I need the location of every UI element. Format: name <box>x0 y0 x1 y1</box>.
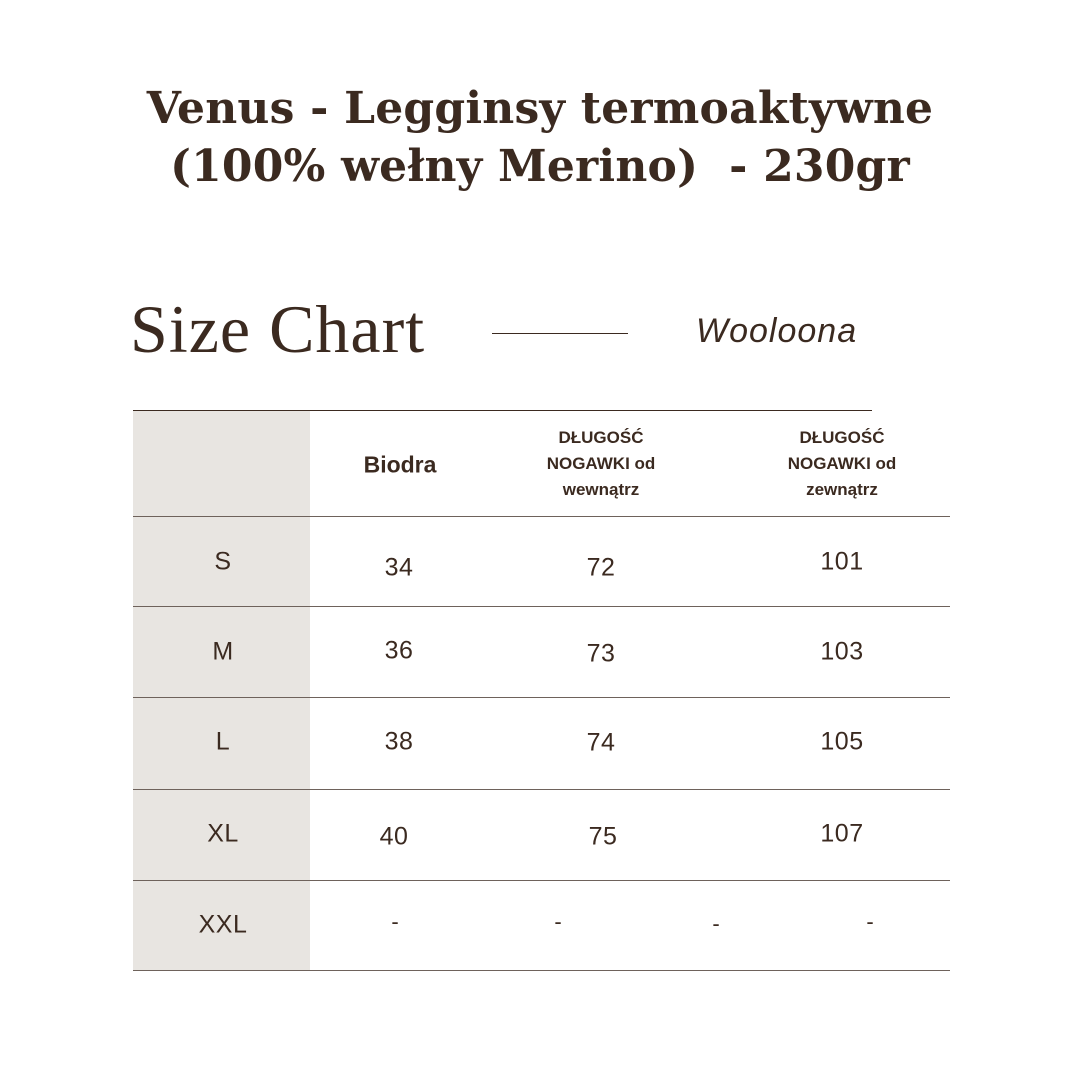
hips-value: 34 <box>384 553 414 582</box>
heading-divider <box>492 333 628 334</box>
row-divider <box>133 516 950 517</box>
hips-value: 36 <box>384 636 414 665</box>
inner-leg-value: - <box>554 909 562 934</box>
hips-value: 38 <box>384 727 414 756</box>
row-divider <box>133 880 950 881</box>
product-title <box>0 80 1080 196</box>
header-inner-leg-length <box>547 425 656 503</box>
header-inner-line-3: wewnątrz <box>562 480 640 499</box>
inner-leg-value: 75 <box>588 822 618 851</box>
size-label: XXL <box>198 910 248 939</box>
size-label: XL <box>207 819 239 848</box>
outer-leg-value: 105 <box>820 727 864 756</box>
header-outer-line-3: zewnątrz <box>806 480 878 499</box>
outer-leg-value: 107 <box>820 819 864 848</box>
row-divider <box>133 789 950 790</box>
hips-value: 40 <box>379 822 409 851</box>
size-label: S <box>214 547 232 576</box>
brand-name: Wooloona <box>696 312 858 350</box>
outer-leg-value: 103 <box>820 637 864 666</box>
inner-leg-value: 73 <box>586 639 616 668</box>
table-top-rule <box>133 410 872 411</box>
inner-leg-value: 72 <box>586 553 616 582</box>
hips-value: - <box>391 909 399 934</box>
size-label: M <box>212 637 234 666</box>
extra-dash-value: - <box>712 911 720 936</box>
product-title-line-1: Venus - Legginsy termoaktywne <box>146 83 934 134</box>
header-inner-line-2: NOGAWKI od <box>546 454 656 473</box>
header-outer-line-2: NOGAWKI od <box>787 454 897 473</box>
outer-leg-value: 101 <box>820 547 864 576</box>
size-column-background <box>133 411 310 971</box>
header-inner-line-1: DŁUGOŚĆ <box>558 428 644 447</box>
size-chart-heading: Size Chart <box>130 291 426 367</box>
row-divider <box>133 697 950 698</box>
product-title-line-2: (100% wełny Merino) - 230gr <box>170 141 910 192</box>
outer-leg-value: - <box>866 909 874 934</box>
header-outer-leg-length <box>788 425 897 503</box>
header-outer-line-1: DŁUGOŚĆ <box>799 428 885 447</box>
table-bottom-rule <box>133 970 950 971</box>
size-label: L <box>215 727 231 756</box>
inner-leg-value: 74 <box>586 728 616 757</box>
header-hips: Biodra <box>363 451 437 478</box>
row-divider <box>133 606 950 607</box>
